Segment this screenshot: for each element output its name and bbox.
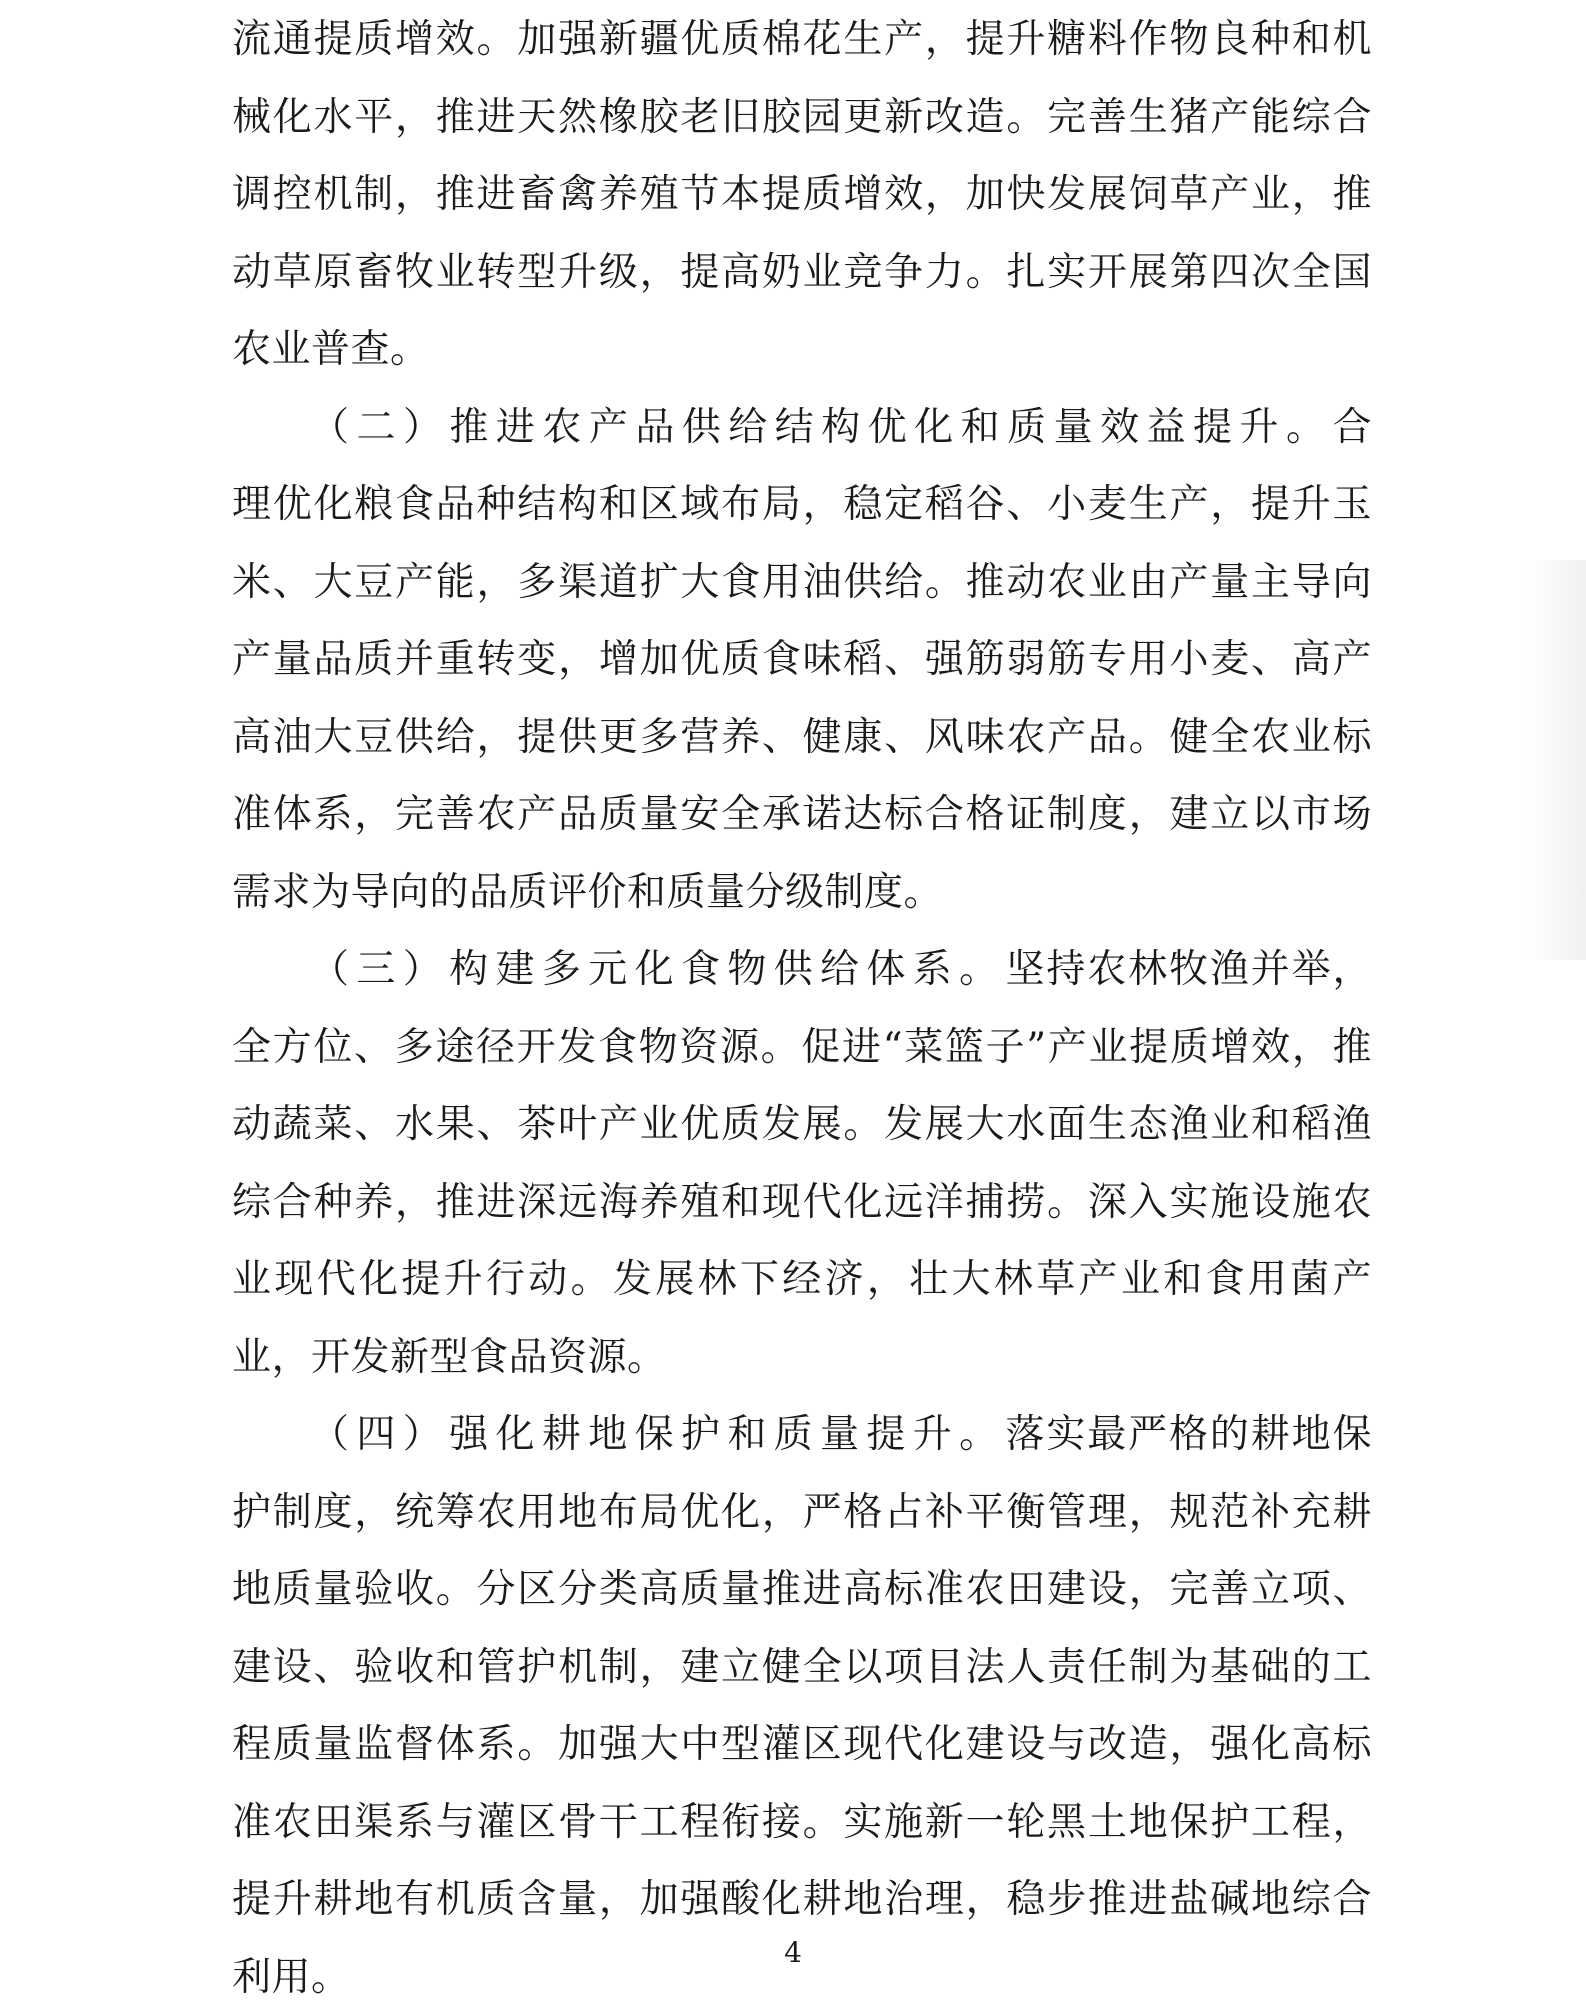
paragraph-section-2 xyxy=(232,389,1372,932)
section-heading: （二）推进农产品供给结构优化和质量效益提升。 xyxy=(310,404,1333,450)
section-heading: （四）强化耕地保护和质量提升。 xyxy=(310,1412,1006,1457)
paragraph-section-4 xyxy=(232,1396,1372,2016)
section-heading: （三）构建多元化食物供给体系。 xyxy=(310,947,1006,992)
paragraph-section-3 xyxy=(232,931,1372,1396)
paragraph-text: 合理优化粮食品种结构和区域布局，稳定稻谷、小麦生产，提升玉米、大豆产能，多渠道扩大食用油供给。推动农业由产量主导向产量品质并重转变，增加优质食味稻、强筋弱筋专用小麦、高产高油大豆供给，提供更多营养、健康、风味农产品。健全农业标准体系，完善农产品质量安全承诺达标合格证制度，建立以市场需求为导向的品质评价和质量分级制度。 xyxy=(232,404,1372,915)
paragraph-text: 流通提质增效。加强新疆优质棉花生产，提升糖料作物良种和机械化水平，推进天然橡胶老旧胶园更新改造。完善生猪产能综合调控机制，推进畜禽养殖节本提质增效，加快发展饲草产业，推动草原畜牧业转型升级，提高奶业竞争力。扎实开展第四次全国农业普查。 xyxy=(232,17,1372,372)
document-body xyxy=(232,0,1372,2016)
page-edge-shadow xyxy=(1526,560,1586,960)
paragraph-text: 落实最严格的耕地保护制度，统筹农用地布局优化，严格占补平衡管理，规范补充耕地质量验收。分区分类高质量推进高标准农田建设，完善立项、建设、验收和管护机制，建立健全以项目法人责任制为基础的工程质量监督体系。加强大中型灌区现代化建设与改造，强化高标准农田渠系与灌区骨干工程衔接。实施新一轮黑土地保护工程，提升耕地有机质含量，加强酸化耕地治理，稳步推进盐碱地综合利用。 xyxy=(232,1412,1372,2000)
paragraph-text: 坚持农林牧渔并举，全方位、多途径开发食物资源。促进“菜篮子”产业提质增效，推动蔬菜、水果、茶叶产业优质发展。发展大水面生态渔业和稻渔综合种养，推进深远海养殖和现代化远洋捕捞。深入实施设施农业现代化提升行动。发展林下经济，壮大林草产业和食用菌产业，开发新型食品资源。 xyxy=(232,947,1372,1380)
page-number: 4 xyxy=(784,1936,802,1969)
paragraph-continuation xyxy=(232,0,1372,389)
